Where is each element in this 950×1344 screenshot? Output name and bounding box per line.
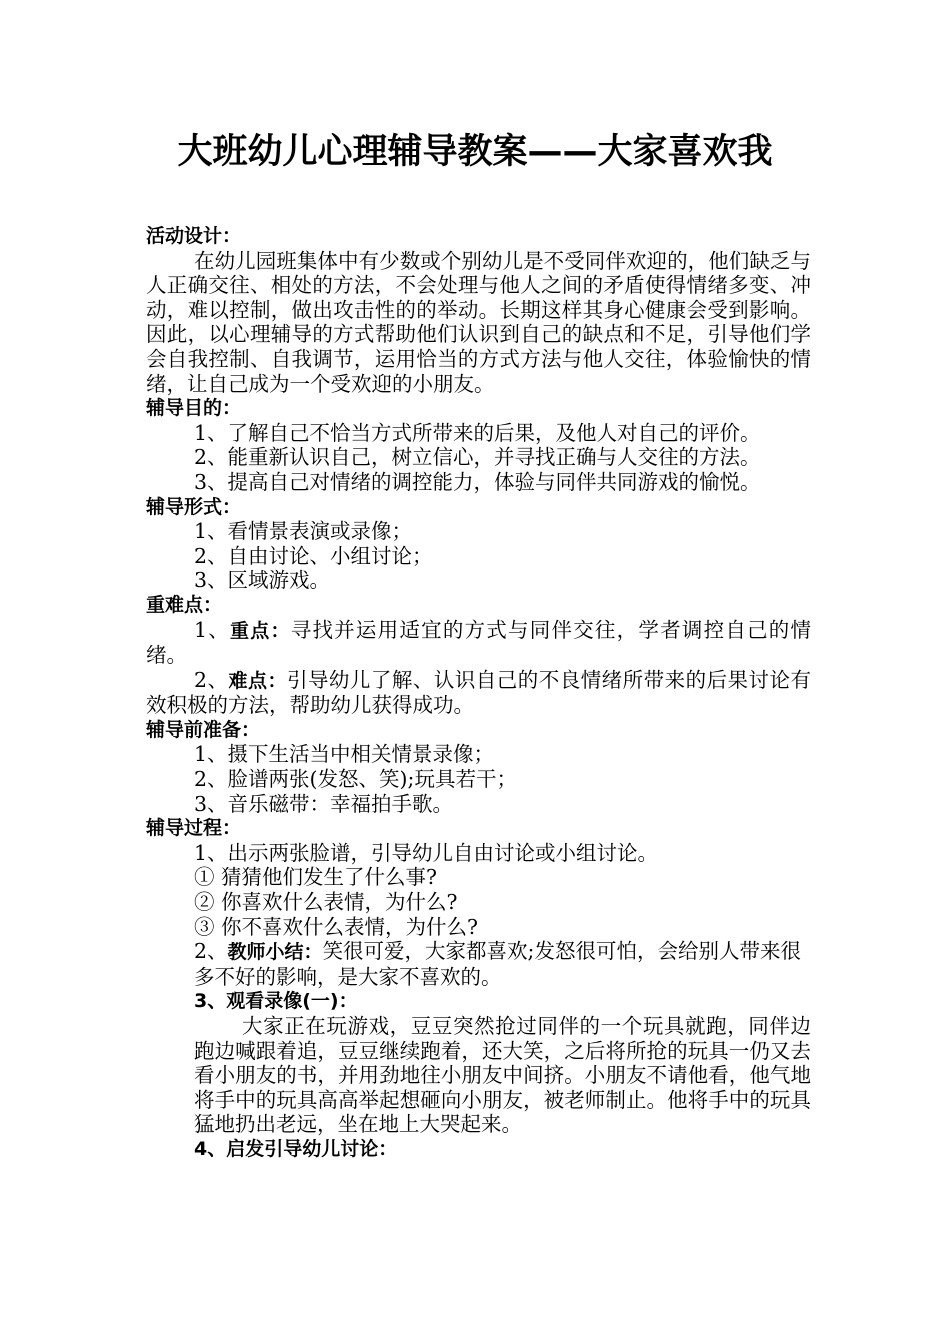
question-item: ① 猜猜他们发生了什么事? [194,865,438,890]
step-2-text: 笑很可爱，大家都喜欢;发怒很可怕，会给别人带来很多不好的影响，是大家不喜欢的。 [194,939,801,989]
section-heading-keypoints: 重难点： [146,593,223,616]
document-body [146,224,811,1162]
design-paragraph: 在幼儿园班集体中有少数或个别幼儿是不受同伴欢迎的，他们缺乏与人正确交往、相处的方法，不会处理与他人之间的矛盾使得情绪多变、冲动，难以控制，做出攻击性的的举动。长期这样其身心健康会受到影响。因此，以心理辅导的方式帮助他们认识到自己的缺点和不足，引导他们学会自我控制、自我调节，运用恰当的方式方法与他人交往，体验愉快的情绪，让自己成为一个受欢迎的小朋友。 [146,248,811,396]
step-2-number: 2、 [194,939,228,964]
section-heading-design: 活动设计： [146,225,242,247]
process-step-2 [146,939,811,989]
question-item: ③ 你不喜欢什么表情，为什么? [194,914,479,939]
step-4-heading: 4、启发引导幼儿讨论： [194,1137,398,1160]
form-item: 3、区域游戏。 [194,568,331,593]
difficulty-label: 难点： [228,669,287,692]
step-3-heading: 3、观看录像(一)： [194,990,358,1013]
step-2-label: 教师小结： [227,941,323,964]
section-heading-prep: 辅导前准备： [146,718,261,741]
goal-item: 3、提高自己对情绪的调控能力，体验与同伴共同游戏的愉悦。 [194,469,761,494]
process-step-1: 1、出示两张脸谱，引导幼儿自由讨论或小组讨论。 [194,840,659,865]
section-heading-process: 辅导过程： [146,817,242,840]
difficulty-number: 2、 [194,667,229,692]
goal-item: 1、了解自己不恰当方式所带来的后果，及他人对自己的评价。 [194,420,761,445]
document-title: 大班幼儿心理辅导教案——大家喜欢我 [177,132,773,172]
goal-item: 2、能重新认识自己，树立信心，并寻找正确与人交往的方法。 [194,445,761,470]
key-point-label: 重点： [230,619,291,642]
step-3-paragraph: 大家正在玩游戏，豆豆突然抢过同伴的一个玩具就跑，同伴边跑边喊跟着追，豆豆继续跑着，还大笑，之后将所抢的玩具一仍又去看小朋友的书，并用劲地往小朋友中间挤。小朋友不请他看，他气地将手中的玩具高高举起想砸向小朋友，被老师制止。他将手中的玩具猛地扔出老远，坐在地上大哭起来。 [194,1014,811,1137]
key-point-number: 1、 [194,617,231,642]
key-point-paragraph [146,618,811,668]
key-point-text: 寻找并运用适宜的方式与同伴交往，学者调控自己的情绪。 [146,617,812,668]
question-item: ② 你喜欢什么表情，为什么? [194,890,458,915]
difficulty-text: 引导幼儿了解、认识自己的不良情绪所带来的后果讨论有效积极的方法，帮助幼儿获得成功。 [146,667,812,718]
form-item: 1、看情景表演或录像； [194,519,413,544]
section-heading-forms: 辅导形式： [146,495,242,518]
prep-item: 3、音乐磁带：幸福拍手歌。 [194,791,454,816]
difficulty-paragraph [146,668,811,718]
process-step-3 [146,989,811,1161]
form-item: 2、自由讨论、小组讨论； [194,543,433,568]
prep-item: 1、摄下生活当中相关情景录像； [194,742,495,767]
prep-item: 2、脸谱两张(发怒、笑);玩具若干； [194,767,517,792]
section-heading-goals: 辅导目的： [146,397,242,420]
